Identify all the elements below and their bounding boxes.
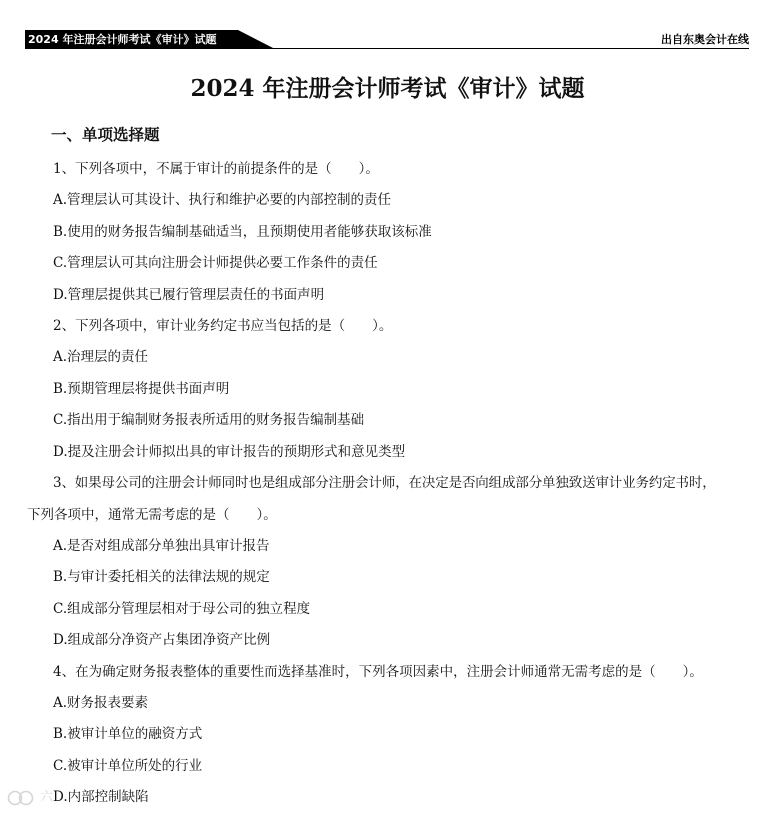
- question-3-stem: 3、如果母公司的注册会计师同时也是组成部分注册会计师，在决定是否向组成部分单独致送审计业务约定书时，: [53, 475, 716, 491]
- question-1-option-d: D.管理层提供其已履行管理层责任的书面声明: [53, 287, 325, 303]
- question-4-stem: 4、在为确定财务报表整体的重要性而选择基准时，下列各项因素中，注册会计师通常无需考虑的是（ ）。: [53, 664, 703, 680]
- question-2-option-c: C.指出用于编制财务报表所适用的财务报告编制基础: [53, 412, 365, 428]
- question-2-stem: 2、下列各项中，审计业务约定书应当包括的是（ ）。: [53, 318, 393, 334]
- header-rule: [25, 48, 749, 49]
- document-title: 2024 年注册会计师考试《审计》试题: [190, 75, 585, 102]
- watermark-logo-icon: [6, 790, 40, 805]
- question-2-option-a: A.治理层的责任: [53, 349, 149, 365]
- question-1-option-a: A.管理层认可其设计、执行和维护必要的内部控制的责任: [53, 192, 392, 208]
- watermark: [6, 788, 53, 808]
- question-2-option-b: B.预期管理层将提供书面声明: [53, 381, 230, 397]
- question-1-option-b: B.使用的财务报告编制基础适当，且预期使用者能够获取该标准: [53, 224, 432, 240]
- header-source: 出自东奥会计在线: [661, 33, 749, 46]
- question-4-option-a: A.财务报表要素: [53, 695, 149, 711]
- question-3-option-d: D.组成部分净资产占集团净资产比例: [53, 632, 271, 648]
- header-title: 2024 年注册会计师考试《审计》试题: [28, 33, 217, 46]
- question-3-option-b: B.与审计委托相关的法律法规的规定: [53, 569, 270, 585]
- question-4-option-b: B.被审计单位的融资方式: [53, 726, 203, 742]
- question-4-option-c: C.被审计单位所处的行业: [53, 758, 203, 774]
- question-4-option-d: D.内部控制缺陷: [53, 789, 149, 805]
- question-2-option-d: D.提及注册会计师拟出具的审计报告的预期形式和意见类型: [53, 444, 406, 460]
- question-3-option-a: A.是否对组成部分单独出具审计报告: [53, 538, 270, 554]
- question-1-option-c: C.管理层认可其向注册会计师提供必要工作条件的责任: [53, 255, 378, 271]
- page-header: [25, 30, 749, 49]
- watermark-text: 六: [40, 790, 54, 805]
- question-3-stem-continued: 下列各项中，通常无需考虑的是（ ）。: [27, 507, 277, 523]
- question-1-stem: 1、下列各项中，不属于审计的前提条件的是（ ）。: [53, 161, 379, 177]
- question-3-option-c: C.组成部分管理层相对于母公司的独立程度: [53, 601, 311, 617]
- section-heading: 一、单项选择题: [51, 125, 160, 144]
